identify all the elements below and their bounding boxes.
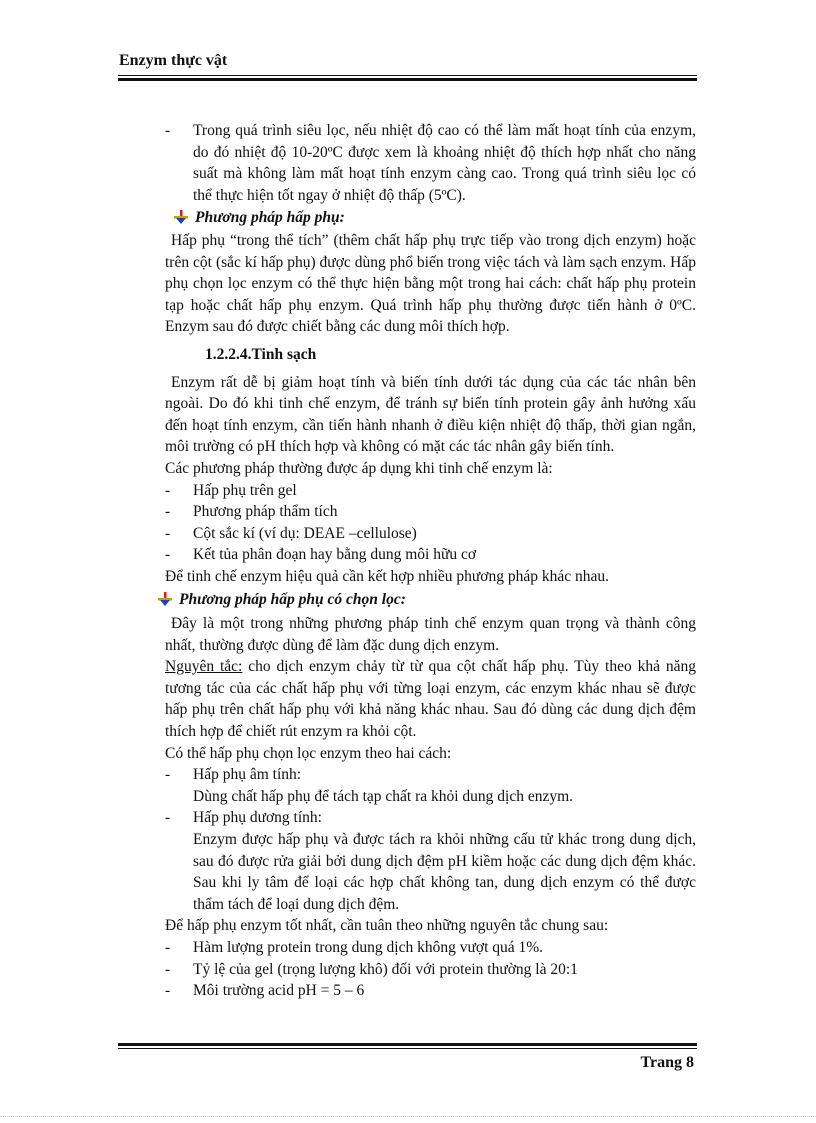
page-bottom-dotted-line bbox=[0, 1116, 816, 1117]
paragraph: Hấp phụ “trong thể tích” (thêm chất hấp phụ trực tiếp vào trong dịch enzym) hoặc trên cột (sắc kí hấp phụ) được dùng phổ biến trong việc tách và làm sạch enzym. Hấp phụ chọn lọc enzym có thể thực hiện bằng một trong hai cách: chất hấp phụ protein tạp hoặc chất hấp phụ enzym. Quá trình hấp phụ thường được tiến hành ở 0ºC. Enzym sau đó được chiết bằng các dung môi thích hợp. bbox=[165, 231, 696, 336]
list-item: - Trong quá trình siêu lọc, nếu nhiệt độ cao có thể làm mất hoạt tính của enzym, do đó nhiệt độ 10-20ºC được xem là khoảng nhiệt độ thích hợp nhất cho năng suất mà không làm mất hoạt tính enzym càng cao. Trong quá trình siêu lọc có thể thực hiện tốt ngay ở nhiệt độ thấp (5ºC). bbox=[165, 122, 696, 204]
header-rule-thick bbox=[118, 78, 697, 81]
subheading: Phương pháp hấp phụ: bbox=[165, 207, 696, 229]
page-header-title: Enzym thực vật bbox=[119, 52, 228, 69]
list-item: - Môi trường acid pH = 5 – 6 bbox=[165, 982, 365, 1000]
footer-rule-thin bbox=[118, 1048, 697, 1049]
paragraph: Có thể hấp phụ chọn lọc enzym theo hai cách: bbox=[165, 744, 452, 762]
list-item-detail: Dùng chất hấp phụ để tách tạp chất ra khỏi dung dịch enzym. bbox=[193, 787, 574, 805]
list-item: - Hấp phụ dương tính: bbox=[165, 809, 322, 827]
list-item: - Hấp phụ âm tính: bbox=[165, 766, 302, 784]
paragraph: Đây là một trong những phương pháp tinh chế enzym quan trọng và thành công nhất, thường được dùng để làm đặc dung dịch enzym. bbox=[165, 615, 696, 654]
paragraph: Enzym rất dễ bị giảm hoạt tính và biến tính dưới tác dụng của các tác nhân bên ngoài. Do đó khi tinh chế enzym, để tránh sự biến tính protein gây ảnh hưởng xấu đến hoạt tính enzym, cần tiến hành nhanh ở điều kiện nhiệt độ thấp, thời gian ngắn, môi trường có pH thích hợp và không có mặt các tác nhân gây biến tính. bbox=[165, 373, 696, 456]
subheading: Phương pháp hấp phụ có chọn lọc: bbox=[149, 589, 696, 611]
paragraph: Nguyên tắc: cho dịch enzym chảy từ từ qua cột chất hấp phụ. Tùy theo khả năng tương tác của các chất hấp phụ với từng loại enzym, các enzym khác nhau sẽ được hấp phụ trên chất hấp phụ với khả năng khác nhau. Sau đó dùng các dung dịch đệm thích hợp để chiết rút enzym ra khỏi cột. bbox=[165, 658, 696, 741]
list-item: - Kết tủa phân đoạn hay bằng dung môi hữu cơ bbox=[165, 546, 477, 564]
list-item: - Phương pháp thẩm tích bbox=[165, 503, 338, 521]
paragraph: Các phương pháp thường được áp dụng khi tinh chế enzym là: bbox=[165, 459, 553, 477]
list-item: - Hấp phụ trên gel bbox=[165, 481, 297, 499]
page-number: Trang 8 bbox=[640, 1054, 694, 1071]
list-item: - Cột sắc kí (ví dụ: DEAE –cellulose) bbox=[165, 524, 417, 542]
paragraph: Để hấp phụ enzym tốt nhất, cần tuân theo những nguyên tắc chung sau: bbox=[165, 917, 609, 935]
footer-rule-thick bbox=[118, 1043, 697, 1046]
list-item: - Hàm lượng protein trong dung dịch không vượt quá 1%. bbox=[165, 938, 544, 956]
section-heading: 1.2.2.4.Tinh sạch bbox=[205, 345, 317, 363]
list-item-detail: Enzym được hấp phụ và được tách ra khỏi những cấu tử khác trong dung dịch, sau đó được rửa giải bởi dung dịch đệm pH kiềm hoặc các dung dịch đệm khác. Sau khi ly tâm để loại các hợp chất không tan, dung dịch enzym có thể được thẩm tách để loại dung dịch đệm. bbox=[193, 831, 696, 913]
header-rule-thin bbox=[118, 75, 697, 76]
down-arrow-bullet-icon bbox=[173, 209, 189, 225]
down-arrow-bullet-icon bbox=[157, 591, 173, 607]
paragraph: Để tinh chế enzym hiệu quả cần kết hợp nhiều phương pháp khác nhau. bbox=[165, 567, 610, 585]
page-body bbox=[165, 120, 696, 1002]
list-item: - Tỷ lệ của gel (trọng lượng khô) đối với protein thường là 20:1 bbox=[165, 960, 578, 978]
